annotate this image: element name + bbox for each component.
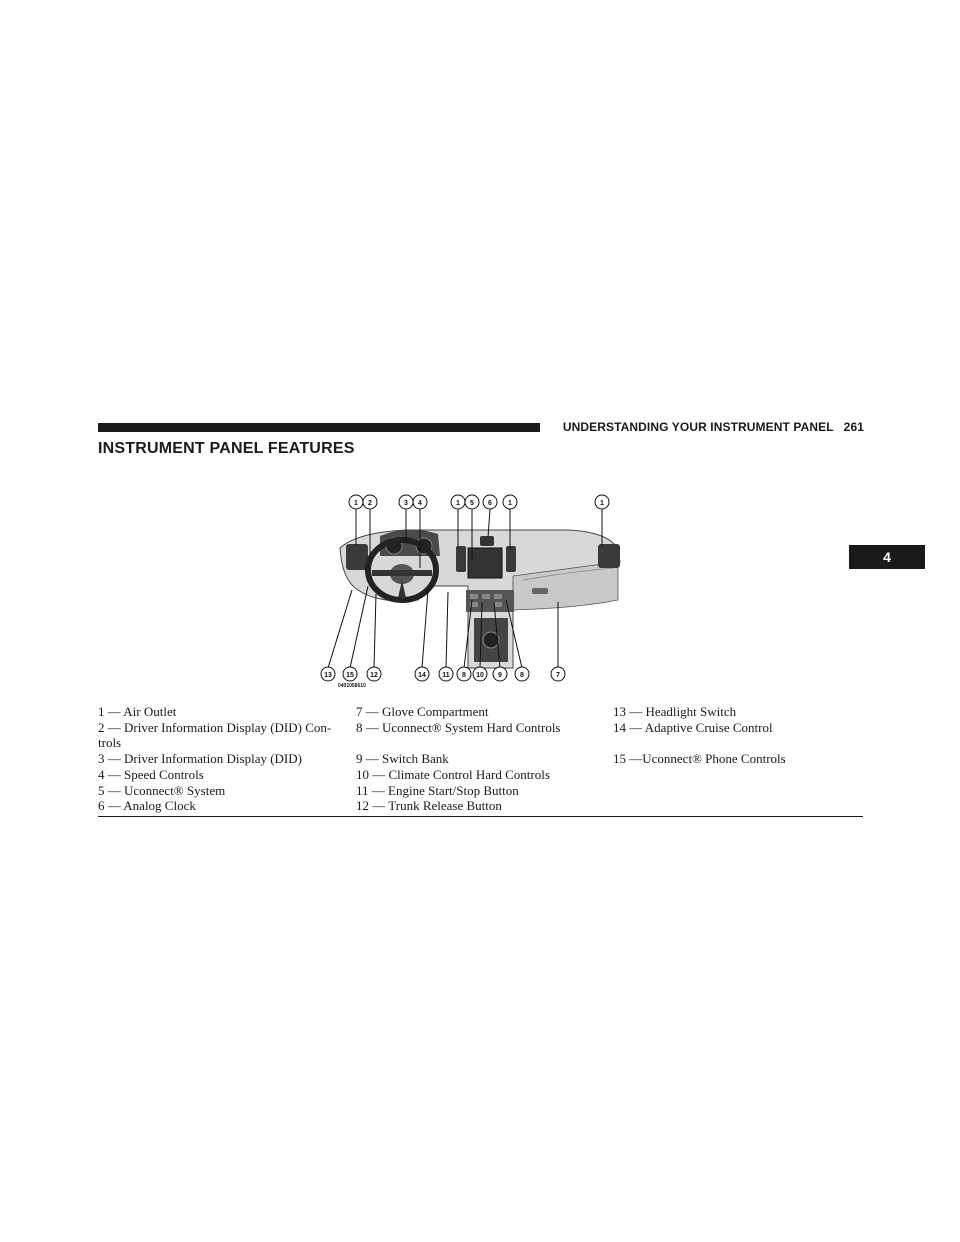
legend-item: 10 — Climate Control Hard Controls — [356, 766, 550, 782]
legend-column-3 — [613, 704, 863, 767]
callout-top-4-label: 4 — [418, 500, 422, 507]
callout-top-6-label: 5 — [470, 500, 474, 507]
section-title: INSTRUMENT PANEL FEATURES — [98, 440, 355, 457]
legend-item: 1 — Air Outlet — [98, 704, 177, 719]
callout-bottom-6-label: 8 — [462, 672, 466, 679]
callout-top-6 — [465, 495, 479, 509]
legend-item: 2 — Driver Information Display (DID) Con- — [98, 719, 332, 735]
legend-item: trols — [98, 735, 122, 751]
callout-top-4 — [413, 495, 427, 509]
callout-top-1 — [349, 495, 363, 509]
running-header — [552, 420, 864, 434]
callout-bottom-3-label: 12 — [370, 672, 378, 679]
callout-bottom-2-label: 15 — [346, 672, 354, 679]
callout-bottom-6 — [457, 667, 471, 681]
legend-item: 7 — Glove Compartment — [356, 704, 489, 719]
callout-bottom-9 — [515, 667, 529, 681]
callout-bottom-7 — [473, 667, 487, 681]
legend-item: 13 — Headlight Switch — [613, 704, 737, 719]
legend-item: 5 — Uconnect® System — [98, 782, 226, 798]
legend-column-1 — [98, 704, 350, 814]
callout-bottom-4-label: 14 — [418, 672, 426, 679]
legend-item: 12 — Trunk Release Button — [356, 798, 502, 814]
callout-top-8-label: 1 — [508, 500, 512, 507]
callout-bottom-1 — [321, 667, 335, 681]
callout-bottom-7-label: 10 — [476, 672, 484, 679]
callout-bottom-1-label: 13 — [324, 672, 332, 679]
callout-bottom-8-label: 9 — [498, 672, 502, 679]
callout-layer — [318, 490, 630, 684]
callout-top-9 — [595, 495, 609, 509]
callout-bottom-2 — [343, 667, 357, 681]
running-title: UNDERSTANDING YOUR INSTRUMENT PANEL — [562, 420, 834, 434]
callout-top-2-label: 2 — [368, 500, 372, 507]
callout-bottom-8 — [493, 667, 507, 681]
callout-bottom-5-label: 11 — [442, 672, 450, 679]
legend-item: 3 — Driver Information Display (DID) — [98, 751, 302, 767]
instrument-panel-figure — [318, 490, 630, 684]
chapter-tab[interactable]: 4 — [849, 545, 925, 569]
bottom-rule — [98, 816, 863, 817]
figure-code: 0401058610 — [338, 683, 366, 689]
page-number: 261 — [843, 420, 864, 434]
callout-bottom-4 — [415, 667, 429, 681]
callout-top-9-label: 1 — [600, 500, 604, 507]
legend-item — [613, 735, 863, 751]
callout-bottom-3 — [367, 667, 381, 681]
legend-item: 6 — Analog Clock — [98, 798, 196, 814]
callout-bottom-10-label: 7 — [556, 672, 560, 679]
callout-top-2 — [363, 495, 377, 509]
legend-item: 8 — Uconnect® System Hard Controls — [356, 719, 561, 735]
callout-bottom-10 — [551, 667, 565, 681]
legend-item: 9 — Switch Bank — [356, 751, 449, 767]
legend-item: 15 —Uconnect® Phone Controls — [613, 751, 786, 767]
callout-top-3 — [399, 495, 413, 509]
callout-bottom-5 — [439, 667, 453, 681]
callout-top-8 — [503, 495, 517, 509]
callout-top-3-label: 3 — [404, 500, 408, 507]
header-rule-bar — [98, 423, 540, 432]
callout-top-1-label: 1 — [354, 500, 358, 507]
callout-top-7 — [483, 495, 497, 509]
legend-item: 14 — Adaptive Cruise Control — [613, 719, 773, 735]
legend-column-2 — [356, 704, 606, 814]
legend-item: 4 — Speed Controls — [98, 766, 204, 782]
callout-bottom-9-label: 8 — [520, 672, 524, 679]
callout-top-5-label: 1 — [456, 500, 460, 507]
callout-top-5 — [451, 495, 465, 509]
legend-item — [356, 735, 606, 751]
legend-item: 11 — Engine Start/Stop Button — [356, 782, 519, 798]
callout-top-7-label: 6 — [488, 500, 492, 507]
